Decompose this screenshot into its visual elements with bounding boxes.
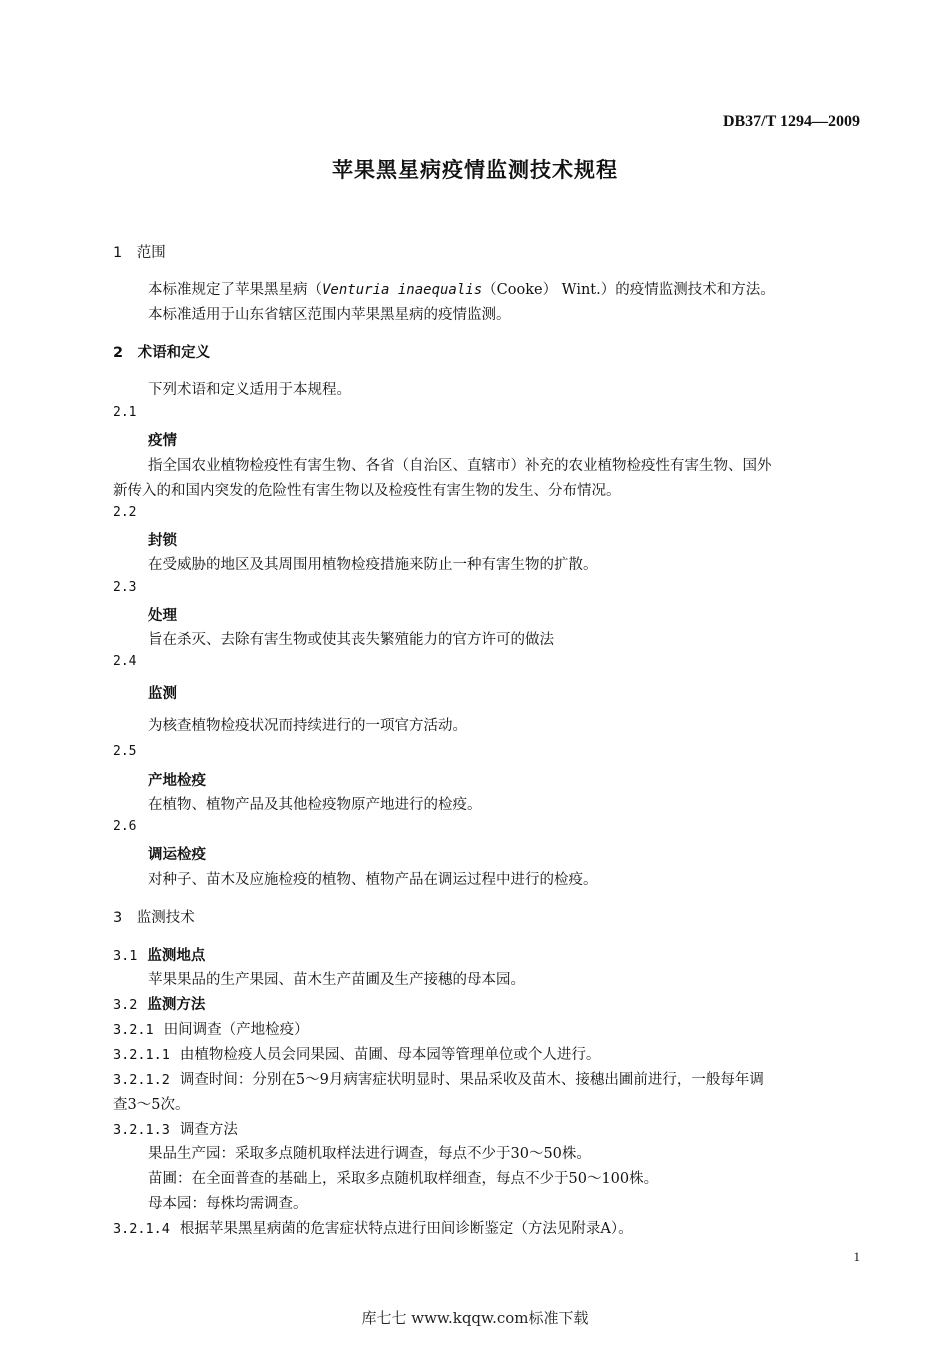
section-3-2-heading bbox=[113, 993, 205, 1014]
term-2-1-name: 疫情 bbox=[148, 433, 177, 449]
section-3-2-1-1 bbox=[113, 1043, 600, 1064]
term-2-4-definition: 为核查植物检疫状况而持续进行的一项官方活动。 bbox=[148, 718, 467, 734]
p1-text-a: 本标准规定了苹果黑星病（ bbox=[148, 282, 322, 298]
term-2-6-definition: 对种子、苗木及应施检疫的植物、植物产品在调运过程中进行的检疫。 bbox=[148, 872, 598, 888]
term-2-3-name: 处理 bbox=[148, 608, 177, 624]
term-2-5-number: 2.5 bbox=[113, 744, 137, 759]
term-2-4-name: 监测 bbox=[148, 686, 177, 702]
section-1-paragraph-2: 本标准适用于山东省辖区范围内苹果黑星病的疫情监测。 bbox=[148, 307, 511, 323]
section-3-2-1-1-number: 3.2.1.1 bbox=[113, 1047, 170, 1063]
section-3-2-1-3-number: 3.2.1.3 bbox=[113, 1122, 170, 1138]
section-3-heading: 3 监测技术 bbox=[113, 910, 195, 926]
page-number: 1 bbox=[853, 1249, 860, 1264]
term-2-6-number: 2.6 bbox=[113, 819, 137, 834]
term-2-1-number: 2.1 bbox=[113, 405, 137, 420]
method-mother-orchard: 母本园：每株均需调查。 bbox=[148, 1196, 308, 1212]
term-2-5-definition: 在植物、植物产品及其他检疫物原产地进行的检疫。 bbox=[148, 797, 482, 813]
term-2-3-number: 2.3 bbox=[113, 580, 137, 595]
section-3-2-1-title: 田间调查（产地检疫） bbox=[163, 1022, 309, 1038]
term-2-1-definition-line-1: 指全国农业植物检疫性有害生物、各省（自治区、直辖市）补充的农业植物检疫性有害生物、国外 bbox=[148, 458, 772, 474]
term-2-2-number: 2.2 bbox=[113, 505, 137, 520]
term-2-4-number: 2.4 bbox=[113, 654, 137, 669]
section-3-1-title: 监测地点 bbox=[147, 948, 206, 964]
section-3-2-1-3-title: 调查方法 bbox=[179, 1122, 238, 1138]
term-2-3-definition: 旨在杀灭、去除有害生物或使其丧失繁殖能力的官方许可的做法 bbox=[148, 632, 554, 648]
section-3-1-heading bbox=[113, 944, 205, 965]
section-3-2-1-4-text: 根据苹果黑星病菌的危害症状特点进行田间诊断鉴定（方法见附录A）。 bbox=[179, 1221, 633, 1237]
section-2-intro: 下列术语和定义适用于本规程。 bbox=[148, 382, 351, 398]
section-3-2-1-3-heading bbox=[113, 1118, 238, 1139]
latin-species-name: Venturia inaequalis bbox=[322, 282, 483, 298]
section-3-2-1-4-number: 3.2.1.4 bbox=[113, 1221, 170, 1237]
method-orchard: 果品生产园：采取多点随机取样法进行调查，每点不少于30～50株。 bbox=[148, 1146, 591, 1162]
section-3-2-1-number: 3.2.1 bbox=[113, 1022, 154, 1038]
term-2-1-definition-line-2: 新传入的和国内突发的危险性有害生物以及检疫性有害生物的发生、分布情况。 bbox=[113, 483, 621, 499]
section-3-2-title: 监测方法 bbox=[147, 997, 206, 1013]
term-2-6-name: 调运检疫 bbox=[148, 847, 206, 863]
section-3-1-text: 苹果果品的生产果园、苗木生产苗圃及生产接穗的母本园。 bbox=[148, 972, 525, 988]
section-3-2-1-2 bbox=[113, 1068, 764, 1089]
section-3-2-1-2-text-1: 调查时间：分别在5～9月病害症状明显时、果品采收及苗木、接穗出圃前进行，一般每年调 bbox=[179, 1072, 764, 1088]
section-3-2-1-4 bbox=[113, 1217, 633, 1238]
method-nursery: 苗圃：在全面普查的基础上，采取多点随机取样细查，每点不少于50～100株。 bbox=[148, 1171, 659, 1187]
footer-watermark: 库七七 www.kqqw.com标准下载 bbox=[361, 1309, 589, 1327]
section-3-2-1-heading bbox=[113, 1018, 309, 1039]
section-1-heading: 1 范围 bbox=[113, 245, 166, 261]
term-2-2-definition: 在受威胁的地区及其周围用植物检疫措施来防止一种有害生物的扩散。 bbox=[148, 557, 598, 573]
section-3-1-number: 3.1 bbox=[113, 948, 138, 964]
section-3-2-1-2-text-2: 查3～5次。 bbox=[113, 1097, 190, 1113]
term-2-5-name: 产地检疫 bbox=[148, 773, 206, 789]
p1-text-b: （Cooke） Wint.）的疫情监测技术和方法。 bbox=[482, 282, 775, 298]
section-2-heading: 2 术语和定义 bbox=[113, 345, 211, 361]
standard-code: DB37/T 1294—2009 bbox=[722, 113, 860, 130]
section-1-paragraph-1 bbox=[148, 278, 775, 299]
document-title: 苹果黑星病疫情监测技术规程 bbox=[332, 158, 618, 182]
section-3-2-1-1-text: 由植物检疫人员会同果园、苗圃、母本园等管理单位或个人进行。 bbox=[179, 1047, 601, 1063]
section-3-2-1-2-number: 3.2.1.2 bbox=[113, 1072, 170, 1088]
section-3-2-number: 3.2 bbox=[113, 997, 138, 1013]
term-2-2-name: 封锁 bbox=[148, 533, 177, 549]
